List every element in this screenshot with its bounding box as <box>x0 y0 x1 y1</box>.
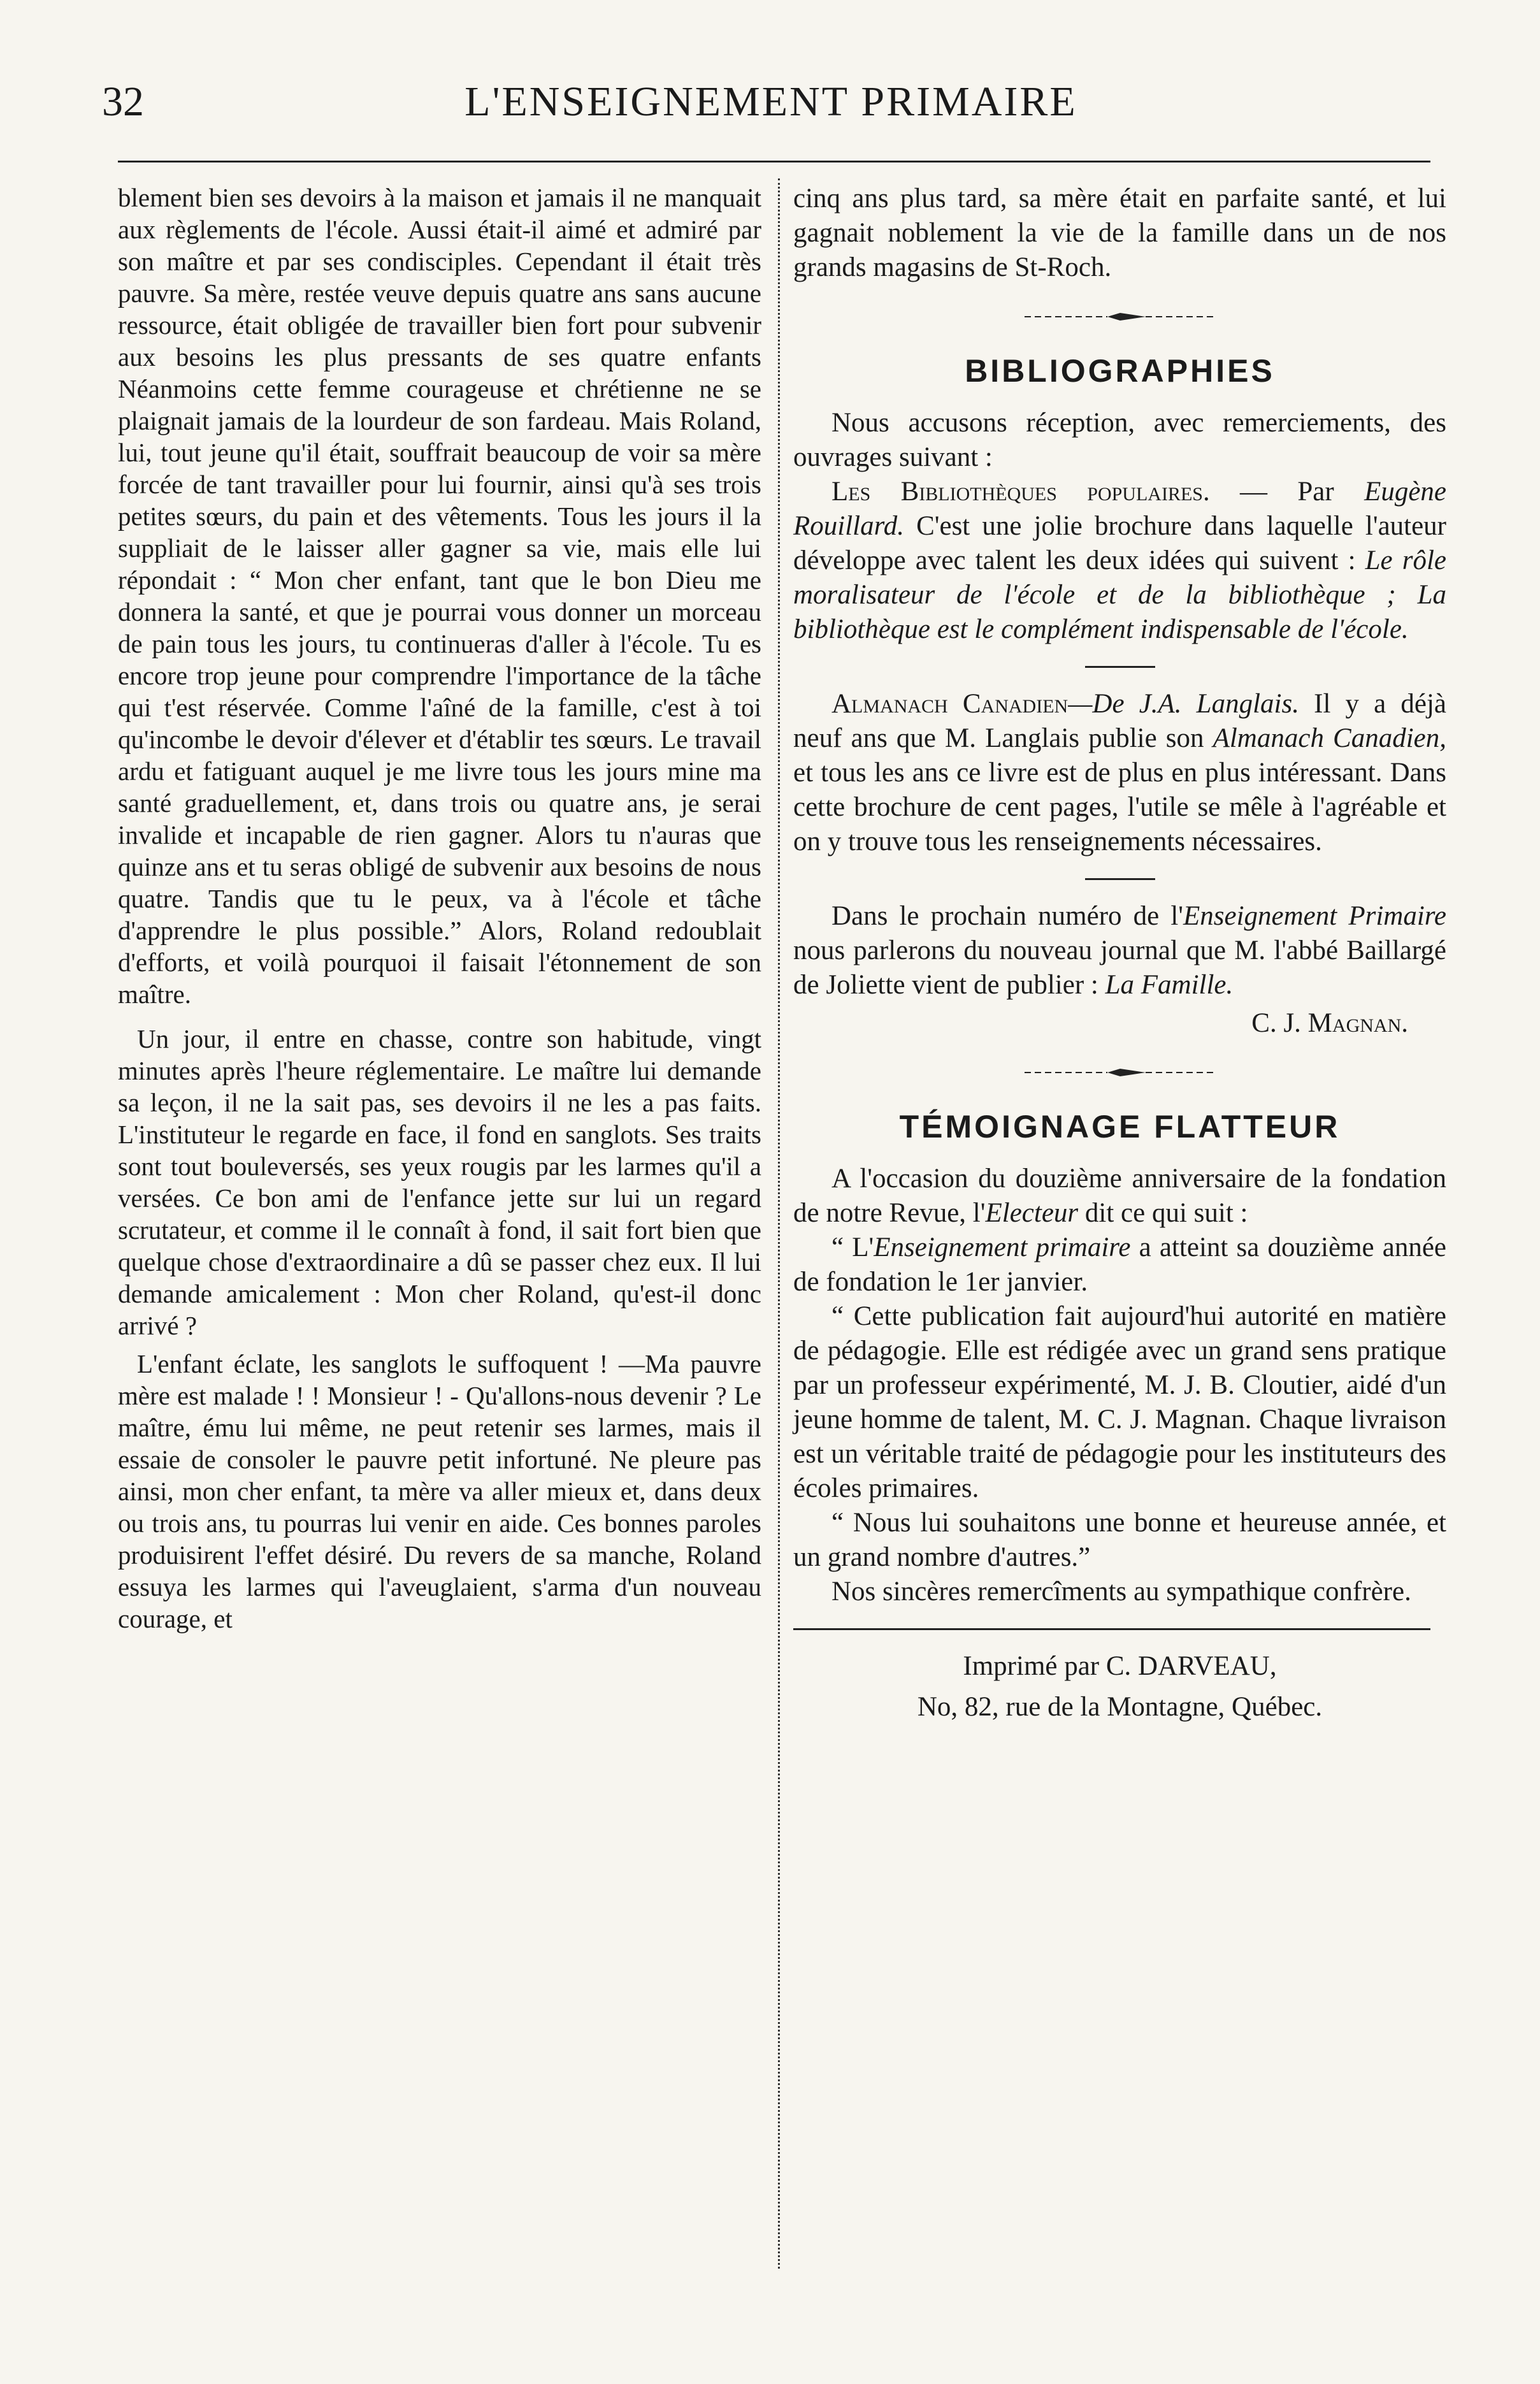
left-paragraph-2: Un jour, il entre en chasse, contre son habitude, vingt minutes après l'heure réglementaire. Le maître lui demande sa leçon, il ne la sait pas, ses devoirs il ne les a pas faits. L'instituteur le regarde en face, il fond en sanglots. Ses traits sont tout bouleversés, ses yeux rougis par les larmes qu'il a versées. Ce bon ami de l'enfance jette sur lui un regard scrutateur, et comme il le connaît à fond, il sait fort bien que quelque chose d'extraordinaire a dû se passer chez eux. Il lui demande amicalement : Mon cher Roland, qu'est-il donc arrivé ? <box>118 1024 761 1340</box>
biblio-1-quote: Le rôle moralisateur de l'école et de la bibliothèque ; La bibliothèque est le complément indispensable de l'école. <box>793 545 1446 644</box>
biblio-1-by: — Par <box>1209 477 1365 507</box>
biblio-1-text: C'est une jolie brochure dans laquelle l'auteur développe avec talent les deux idées qui suivent : <box>793 511 1446 575</box>
tem-p1-text: A l'occasion du douzième anniversaire de la fondation de notre Revue, l' <box>793 1164 1446 1228</box>
tem-p1-work: Electeur <box>985 1198 1079 1228</box>
temoignage-paragraph-5: Nos sincères remercîments au sympathique confrère. <box>831 1577 1411 1607</box>
short-rule-2 <box>1085 878 1155 880</box>
right-paragraph-1: cinq ans plus tard, sa mère était en parfaite santé, et lui gagnait noblement la vie de la famille dans un de nos grands magasins de St-Roch. <box>793 184 1446 282</box>
left-column <box>118 182 761 1635</box>
header-rule <box>118 161 1430 163</box>
ornament-divider-icon <box>1025 310 1216 323</box>
biblio-3-text-b: nous parlerons du nouveau journal que M. l'abbé Baillargé de Joliette vient de publier : <box>793 936 1446 1000</box>
imprint-line-1: Imprimé par C. DARVEAU, <box>963 1651 1277 1681</box>
biblio-1-author: Eugène Rouillard. <box>793 477 1446 541</box>
temoignage-paragraph-4: “ Nous lui souhaitons une bonne et heureuse année, et un grand nombre d'autres.” <box>793 1508 1446 1572</box>
tem-p1-text-b: dit ce qui suit : <box>1078 1198 1248 1228</box>
running-title: L'ENSEIGNEMENT PRIMAIRE <box>464 78 1077 125</box>
ornament-divider-2-icon <box>1025 1066 1216 1079</box>
imprint-rule <box>793 1628 1430 1630</box>
imprint-line-2: No, 82, rue de la Montagne, Québec. <box>917 1692 1323 1722</box>
biblio-2-text-b: et tous les ans ce livre est de plus en plus intéressant. Dans cette brochure de cent pages, l'utile se mêle à l'agréable et on y trouve tous les renseignements nécessaires. <box>793 758 1446 856</box>
temoignage-paragraph-1 <box>793 1162 1446 1231</box>
signature: C. J. Magnan. <box>1251 1008 1408 1038</box>
biblio-1-title: Les Bibliothèques populaires. <box>831 477 1210 507</box>
biblio-2-work: Almanach Canadien, <box>1213 723 1446 753</box>
temoignage-title: TÉMOIGNAGE FLATTEUR <box>899 1109 1341 1145</box>
tem-p2-text-b: a atteint sa douzième année de fondation le 1er janvier. <box>793 1232 1446 1297</box>
page-header <box>102 73 1440 131</box>
biblio-entry-2 <box>793 687 1446 859</box>
left-paragraph-1: blement bien ses devoirs à la maison et jamais il ne manquait aux règlements de l'école. Aussi était-il aimé et admiré par son maître et par ses condisciples. Cependant il était très pauvre. Sa mère, restée veuve depuis quatre ans sans aucune ressource, était obligée de travailler bien fort pour subvenir aux besoins les plus pressants de ses quatre enfants Néanmoins cette femme courageuse et chrétienne ne se plaignait jamais de la lourdeur de son fardeau. Mais Roland, lui, tout jeune qu'il était, souffrait beaucoup de voir sa mère forcée de tant travailler pour lui fournir, ainsi qu'à ses trois petites sœurs, du pain et des vêtements. Tous les jours il la suppliait de le laisser aller gagner sa vie, mais elle lui répondait : “ Mon cher enfant, tant que le bon Dieu me donnera la santé, et que je pourrai vous donner un morceau de pain tous les jours, tu continueras d'aller à l'école. Tu es encore trop jeune pour comprendre l'importance de la tâche qui t'est réservée. Comme l'aîné de la famille, c'est à toi qu'incombe le devoir d'élever et d'établir tes sœurs. Le travail ardu et fatiguant auquel je me livre tous les jours mine ma santé graduellement, et, dans trois ou quatre ans, je serai invalide et incapable de rien gagner. Alors tu n'auras que quinze ans et tu seras obligé de subvenir aux besoins de nous quatre. Tandis que tu le peux, va à l'école et tâche d'apprendre le plus possible.” Alors, Roland redoublait d'efforts, et voilà pourquoi il faisait l'étonnement de son maître. <box>118 183 761 1009</box>
left-paragraph-3: L'enfant éclate, les sanglots le suffoquent ! —Ma pauvre mère est malade ! ! Monsieur ! - Qu'allons-nous devenir ? Le maître, ému lui même, ne peut retenir ses larmes, mais il essaie de consoler le pauvre petit infortuné. Ne pleure pas ainsi, mon cher enfant, ta mère va aller mieux et, dans deux ou trois ans, tu pourras lui venir en aide. Ces bonnes paroles produisirent l'effet désiré. Du revers de sa manche, Roland essuya les larmes qui l'aveuglaient, s'arma d'un nouveau courage, et <box>118 1349 761 1633</box>
tem-p2-work: Enseignement primaire <box>874 1232 1131 1262</box>
biblio-intro: Nous accusons réception, avec remerciements, des ouvrages suivant : <box>793 408 1446 472</box>
biblio-2-author: —De J.A. Langlais. <box>1068 689 1299 719</box>
biblio-2-text: Il y a déjà neuf ans que M. Langlais publie son <box>793 689 1446 753</box>
biblio-entry-1 <box>793 475 1446 647</box>
short-rule-1 <box>1085 666 1155 668</box>
biblio-3-text: Dans le prochain numéro de l' <box>831 901 1184 931</box>
temoignage-paragraph-2 <box>793 1231 1446 1299</box>
biblio-2-title: Almanach Canadien <box>831 689 1069 719</box>
page-number: 32 <box>102 78 144 125</box>
biblio-3-journal: La Famille. <box>1105 970 1234 1000</box>
right-column <box>793 182 1446 1724</box>
biblio-entry-3 <box>793 899 1446 1002</box>
temoignage-paragraph-3: “ Cette publication fait aujourd'hui autorité en matière de pédagogie. Elle est rédigée avec un grand sens pratique par un professeur expérimenté, M. J. B. Cloutier, aidé d'un jeune homme de talent, M. C. J. Magnan. Chaque livraison est un véritable traité de pédagogie pour les instituteurs des écoles primaires. <box>793 1301 1446 1503</box>
bibliographies-title: BIBLIOGRAPHIES <box>965 353 1275 389</box>
tem-p2-text: “ L' <box>831 1232 874 1262</box>
biblio-3-work: Enseignement Primaire <box>1183 901 1446 931</box>
column-divider <box>778 178 780 2269</box>
